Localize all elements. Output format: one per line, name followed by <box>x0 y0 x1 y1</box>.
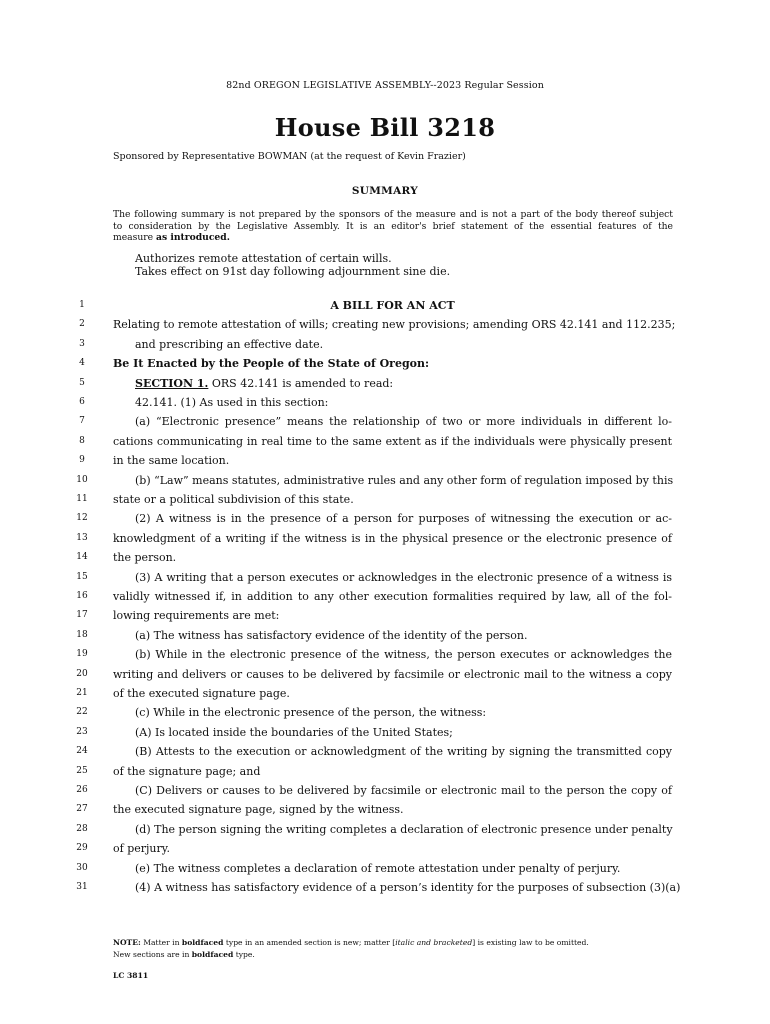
line-text: Relating to remote attestation of wills; creating new provisions; amending ORS 42.141 and 112.235; <box>113 318 676 332</box>
line-text: knowledgment of a writing if the witness is in the physical presence or the electronic presence of <box>113 531 672 545</box>
line-text: (e) The witness completes a declaration of remote attestation under penalty of perjury. <box>135 861 621 875</box>
line-text: (b) “Law” means statutes, administrative rules and any other form of regulation imposed by this <box>135 473 674 487</box>
section-label: SECTION 1. <box>135 376 209 390</box>
bill-line <box>0 509 770 528</box>
summary-note-line <box>113 232 673 244</box>
bill-line <box>0 645 770 664</box>
line-number: 29 <box>76 843 88 854</box>
line-number: 12 <box>76 513 88 524</box>
line-number: 8 <box>79 435 85 446</box>
bill-line <box>0 548 770 567</box>
line-number: 4 <box>79 358 85 369</box>
section-text: ORS 42.141 is amended to read: <box>208 376 394 390</box>
note-text: type. <box>233 949 255 959</box>
bill-line <box>0 451 770 470</box>
line-number: 25 <box>76 765 88 776</box>
line-text: (c) While in the electronic presence of the person, the witness: <box>135 706 487 720</box>
note-text: Matter in <box>140 938 182 947</box>
summary-note-text: measure <box>113 232 157 243</box>
line-text: A BILL FOR AN ACT <box>330 299 455 312</box>
bill-line <box>0 878 770 897</box>
bill-line <box>0 354 770 373</box>
lc-number: LC 3811 <box>113 971 149 980</box>
line-number: 9 <box>79 455 85 466</box>
bill-line <box>0 296 770 315</box>
bill-line <box>0 335 770 354</box>
bill-line <box>0 587 770 606</box>
bill-line <box>0 703 770 722</box>
line-text: (2) A witness is in the presence of a person for purposes of witnessing the execution or ac- <box>135 512 672 526</box>
bill-line <box>0 626 770 645</box>
line-text: writing and delivers or causes to be delivered by facsimile or electronic mail to the witness a copy <box>113 667 672 681</box>
line-number: 31 <box>76 882 88 892</box>
line-number: 10 <box>76 474 88 485</box>
line-number: 21 <box>76 688 88 698</box>
bill-line <box>0 723 770 742</box>
line-text: (B) Attests to the execution or acknowledgment of the writing by signing the transmitted copy <box>135 745 672 759</box>
bill-line <box>0 665 770 684</box>
line-text: Be It Enacted by the People of the State of Oregon: <box>113 357 430 371</box>
line-number: 6 <box>79 397 85 407</box>
footer-note-line-2 <box>113 949 673 961</box>
bill-title: House Bill 3218 <box>274 113 496 142</box>
bill-line <box>0 839 770 858</box>
note-text: type in an amended section is new; matter [ <box>223 938 396 947</box>
line-text: state or a political subdivision of this state. <box>113 493 354 506</box>
bill-line <box>0 393 770 412</box>
note-label: NOTE: <box>113 938 141 947</box>
note-italic: italic and bracketed <box>395 938 473 947</box>
line-number: 17 <box>76 610 88 621</box>
sponsor-line: Sponsored by Representative BOWMAN (at the request of Kevin Frazier) <box>113 151 466 162</box>
bill-line <box>0 859 770 878</box>
line-text <box>135 374 672 393</box>
summary-note-bold: as introduced. <box>156 232 230 243</box>
summary-heading: SUMMARY <box>351 185 419 197</box>
line-number: 26 <box>76 785 88 795</box>
summary-note <box>113 209 673 244</box>
line-number: 27 <box>76 804 88 815</box>
summary-item: Takes effect on 91st day following adjournment sine die. <box>135 265 451 278</box>
line-text: of the signature page; and <box>113 764 261 778</box>
bill-line <box>0 529 770 548</box>
bill-line <box>0 820 770 839</box>
line-text: 42.141. (1) As used in this section: <box>135 396 329 409</box>
line-number: 3 <box>79 338 85 349</box>
bill-line <box>0 606 770 625</box>
line-number: 15 <box>76 571 88 582</box>
line-number: 7 <box>79 416 85 427</box>
bill-line <box>0 762 770 781</box>
summary-note-line: to consideration by the Legislative Assembly. It is an editor's brief statement of the essential features of the <box>113 220 673 232</box>
line-text: (C) Delivers or causes to be delivered by facsimile or electronic mail to the person the copy of <box>135 784 672 797</box>
bill-line <box>0 800 770 819</box>
note-text: New sections are in <box>113 949 192 959</box>
line-number: 5 <box>79 377 85 388</box>
line-number: 1 <box>79 300 85 310</box>
line-text: (3) A writing that a person executes or acknowledges in the electronic presence of a witness is <box>135 570 672 584</box>
note-bold: boldfaced <box>191 949 234 959</box>
line-text: (b) While in the electronic presence of the witness, the person executes or acknowledges the <box>135 648 672 662</box>
line-text: the person. <box>113 551 177 565</box>
line-text: of perjury. <box>113 842 171 856</box>
line-text: and prescribing an effective date. <box>135 337 324 351</box>
note-bold: boldfaced <box>181 938 224 947</box>
line-number: 2 <box>79 319 85 330</box>
line-text: (a) The witness has satisfactory evidence of the identity of the person. <box>135 628 528 642</box>
bill-line <box>0 315 770 334</box>
summary-items <box>135 252 675 278</box>
line-text: the executed signature page, signed by the witness. <box>113 803 404 817</box>
line-number: 20 <box>76 668 88 679</box>
line-text: (d) The person signing the writing completes a declaration of electronic presence under penalty <box>135 822 673 836</box>
bill-line <box>0 568 770 587</box>
bill-line <box>0 471 770 490</box>
bill-line <box>0 684 770 703</box>
line-number: 11 <box>76 494 88 504</box>
line-number: 13 <box>76 532 88 543</box>
footer-note <box>113 937 673 960</box>
summary-note-line: The following summary is not prepared by the sponsors of the measure and is not a part of the body thereof subject <box>113 209 673 220</box>
session-header: 82nd OREGON LEGISLATIVE ASSEMBLY--2023 Regular Session <box>226 80 544 91</box>
line-number: 18 <box>76 629 88 640</box>
bill-line <box>0 374 770 393</box>
line-text: (4) A witness has satisfactory evidence of a person’s identity for the purposes of subsection (3)(a) <box>135 881 681 894</box>
note-text: ] is existing law to be omitted. <box>472 938 589 947</box>
line-text: validly witnessed if, in addition to any other execution formalities required by law, all of the fol- <box>113 590 672 603</box>
summary-item: Authorizes remote attestation of certain wills. <box>135 252 392 265</box>
bill-line <box>0 781 770 800</box>
bill-line <box>0 490 770 509</box>
line-text: cations communicating in real time to the same extent as if the individuals were physically present <box>113 434 672 448</box>
line-number: 30 <box>76 862 88 873</box>
line-number: 14 <box>76 552 88 563</box>
bill-line <box>0 742 770 761</box>
line-text: of the executed signature page. <box>113 687 290 700</box>
bill-line <box>0 432 770 451</box>
line-text: in the same location. <box>113 454 230 468</box>
footer-note-line-1 <box>113 937 673 949</box>
line-number: 28 <box>76 823 88 834</box>
line-number: 16 <box>76 591 88 601</box>
line-number: 23 <box>76 726 88 737</box>
line-text: (a) “Electronic presence” means the relationship of two or more individuals in different lo- <box>135 415 672 429</box>
bill-line <box>0 412 770 431</box>
line-number: 22 <box>76 707 88 718</box>
line-text: lowing requirements are met: <box>113 609 280 623</box>
line-number: 19 <box>76 649 88 660</box>
line-text: (A) Is located inside the boundaries of the United States; <box>135 725 453 739</box>
line-number: 24 <box>76 746 88 757</box>
